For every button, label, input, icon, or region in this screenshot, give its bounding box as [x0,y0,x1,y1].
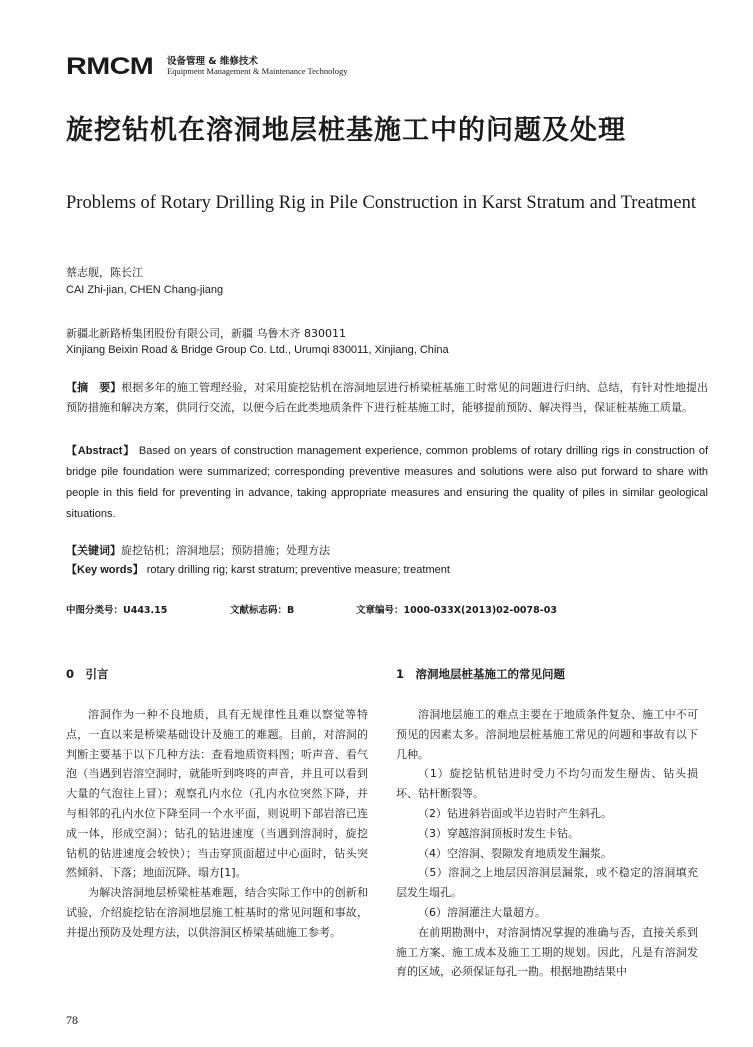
keywords-en [66,561,708,581]
left-column [66,665,368,943]
page-number: 78 [66,1013,78,1027]
abstract-en-label: 【Abstract】 [66,445,136,457]
keywords-cn [66,541,708,561]
document-code: 文献标志码：B [230,605,295,616]
abstract-cn-label: 【摘 要】 [66,381,122,394]
keywords-cn-label: 【关键词】 [66,544,121,557]
paragraph: 溶洞作为一种不良地质，具有无规律性且难以察觉等特点，一直以来是桥梁基础设计及施工的难题。目前，对溶洞的判断主要基于以下几种方法：查看地质资料图；听声音、看气泡（当遇到岩溶空洞时，就能听到咚咚的声音，并且可以看到大量的气泡往上冒）；观察孔内水位（孔内水位突然下降，并与相邻的孔内水位下降至同一个水平面，则说明下部岩溶已连成一体，形成空洞）；钻孔的钻进速度（当遇到溶洞时，旋挖钻机的钻进速度会较快）；当击穿顶面超过中心面时，钻头突然倾斜、下落；地面沉降、塌方[1]。 [66,708,368,880]
title-en: Problems of Rotary Drilling Rig in Pile Construction in Karst Stratum and Treatment [66,193,696,213]
journal-name-en: Equipment Management & Maintenance Technology [167,66,348,76]
clc-number: 中图分类号：U443.15 [66,605,168,616]
keywords-cn-text: 旋挖钻机；溶洞地层；预防措施；处理方法 [121,544,330,557]
abstract-en-text: Based on years of construction management experience, common problems of rotary drilling rigs in construction of bridge pile foundation were summarized; corresponding preventive measures and solutions were also put forward to share with people in this field for preventing in advance, taking appropriate measures and ensuring the quality of piles in similar geological situations. [66,445,709,520]
authors-en: CAI Zhi-jian, CHEN Chang-jiang [66,284,224,296]
abstract-cn [66,378,708,417]
paragraph: 为解决溶洞地层桥梁桩基难题，结合实际工作中的创新和试验，介绍旋挖钻在溶洞地层施工桩基时的常见问题和事故，并提出预防及处理方法，以供溶洞区桥梁基础施工参考。 [66,886,368,939]
section-heading-common-problems: 1 溶洞地层桩基施工的常见问题 [396,667,565,681]
list-item: （6）溶洞灌注大量超方。 [418,905,546,919]
abstract-cn-text: 根据多年的施工管理经验，对采用旋挖钻机在溶洞地层进行桥梁桩基施工时常见的问题进行归纳、总结，有针对性地提出预防措施和解决方案，供同行交流，以便今后在此类地质条件下进行桩基施工时，能够提前预防、解决得当，保证桩基施工质量。 [66,381,709,414]
article-number: 文章编号：1000-033X(2013)02-0078-03 [356,605,557,616]
right-column [396,665,698,982]
affiliation-en: Xinjiang Beixin Road & Bridge Group Co. Ltd., Urumqi 830011, Xinjiang, China [66,344,449,356]
keywords-en-label: 【Key words】 [66,564,144,576]
list-item: （1）旋挖钻机钻进时受力不均匀而发生掰齿、钻头损坏、钻杆断裂等。 [396,767,698,801]
journal-name-cn: 设备管理 & 维修技术 [167,56,258,67]
list-item: （4）空溶洞、裂隙发育地质发生漏浆。 [418,846,612,860]
list-item: （5）溶洞之上地层因溶洞层漏浆，或不稳定的溶洞填充层发生塌孔。 [396,866,698,900]
journal-logo: RMCM [66,53,154,80]
title-cn: 旋挖钻机在溶洞地层桩基施工中的问题及处理 [66,115,626,146]
affiliation-cn: 新疆北新路桥集团股份有限公司，新疆 乌鲁木齐 830011 [66,327,346,340]
abstract-en [66,441,708,525]
section-heading-introduction: 0 引言 [66,667,109,681]
authors-cn: 蔡志舰，陈长江 [66,266,143,279]
keywords-en-text: rotary drilling rig; karst stratum; preventive measure; treatment [146,564,450,576]
paragraph: 溶洞地层施工的难点主要在于地质条件复杂、施工中不可预见的因素太多。溶洞地层桩基施工常见的问题和事故有以下几种。 [396,708,698,761]
list-item: （2）钻进斜岩面或半边岩时产生斜孔。 [418,806,612,820]
paragraph: 在前期勘测中，对溶洞情况掌握的准确与否，直接关系到施工方案、施工成本及施工工期的规划。因此，凡是有溶洞发育的区域，必须保证每孔一勘。根据地勘结果中 [396,925,698,979]
list-item: （3）穿越溶洞顶板时发生卡钻。 [418,826,579,840]
